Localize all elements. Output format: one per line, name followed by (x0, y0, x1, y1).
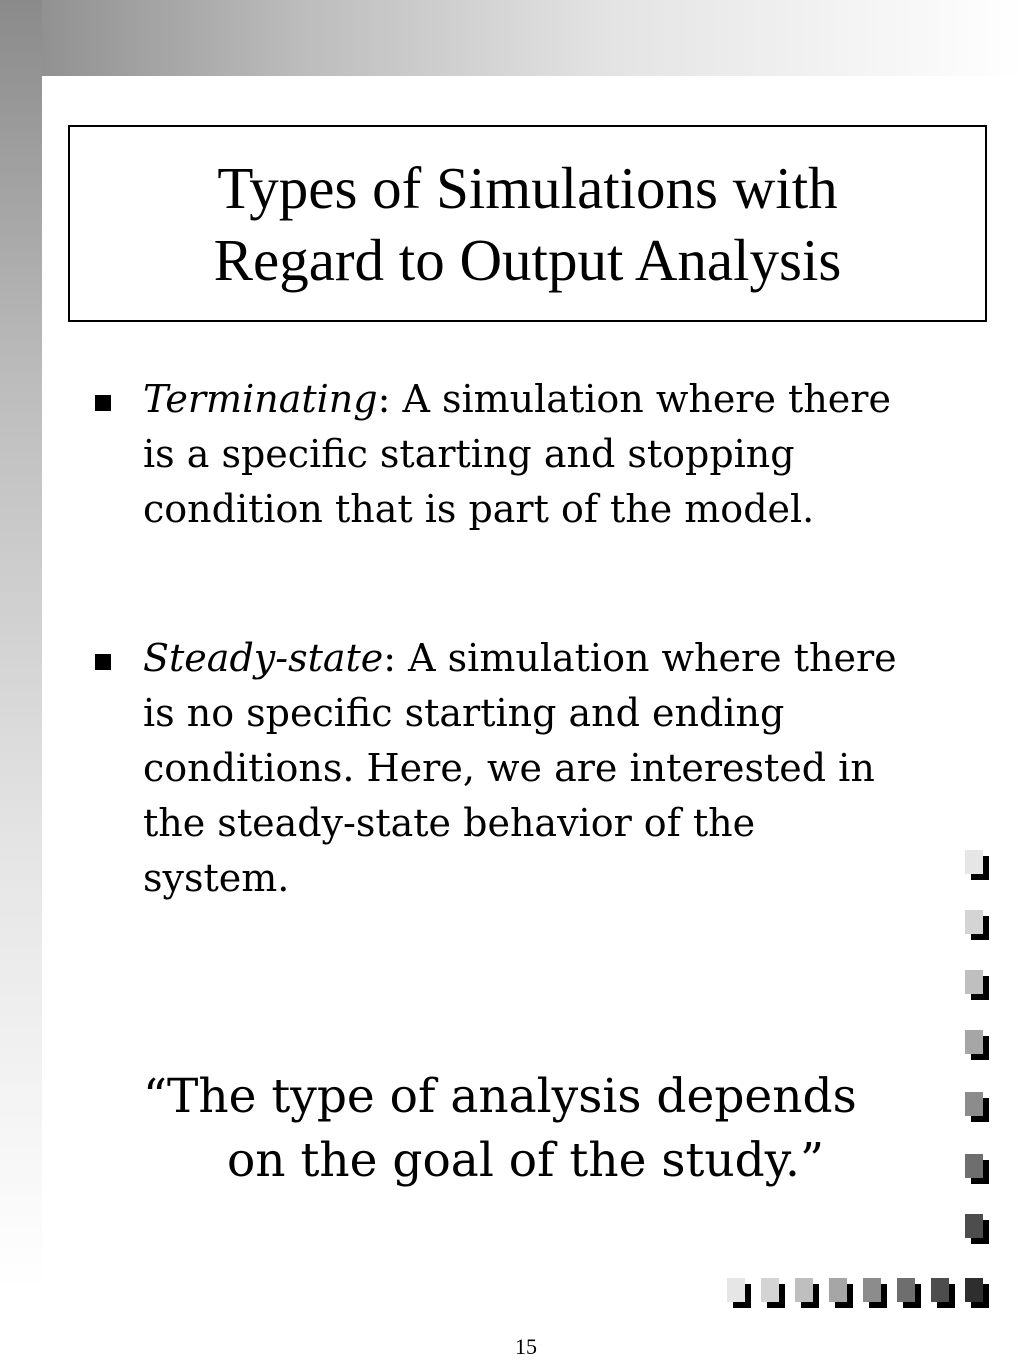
quote-line-1: “The type of analysis depends (143, 1069, 857, 1124)
bullet-terminating (143, 372, 903, 537)
top-gradient-bar (0, 0, 1024, 76)
bullet-term: Steady-state (143, 636, 384, 680)
page-number: 15 (515, 1334, 537, 1359)
title-line-1: Types of Simulations with (217, 154, 838, 221)
bullet-text: : A simulation where there is a specific starting and stopping condition that is part of the model. (143, 377, 891, 531)
bullet-square-icon (95, 654, 111, 670)
decorative-square (727, 1278, 751, 1308)
decorative-square (965, 1092, 989, 1122)
decorative-square (965, 1154, 989, 1184)
bullet-square-icon (95, 395, 111, 411)
decorative-square (829, 1278, 853, 1308)
quote (110, 1065, 940, 1193)
bullet-text: : A simulation where there is no specific starting and ending conditions. Here, we are interested in the steady-state behavior of the system. (143, 636, 897, 900)
decorative-square (965, 1278, 989, 1308)
decorative-square (761, 1278, 785, 1308)
quote-line-2: on the goal of the study.” (227, 1133, 824, 1188)
decorative-square (965, 910, 989, 940)
decorative-square (795, 1278, 819, 1308)
bullet-steady-state (143, 631, 903, 906)
slide-title (68, 125, 987, 322)
decorative-square (931, 1278, 955, 1308)
decorative-square (863, 1278, 887, 1308)
left-gradient-bar (0, 0, 42, 1290)
decorative-square (965, 1214, 989, 1244)
decorative-square (965, 970, 989, 1000)
decorative-square (965, 850, 989, 880)
bullet-term: Terminating (143, 377, 378, 421)
title-line-2: Regard to Output Analysis (213, 226, 842, 293)
decorative-square (965, 1030, 989, 1060)
decorative-square (897, 1278, 921, 1308)
